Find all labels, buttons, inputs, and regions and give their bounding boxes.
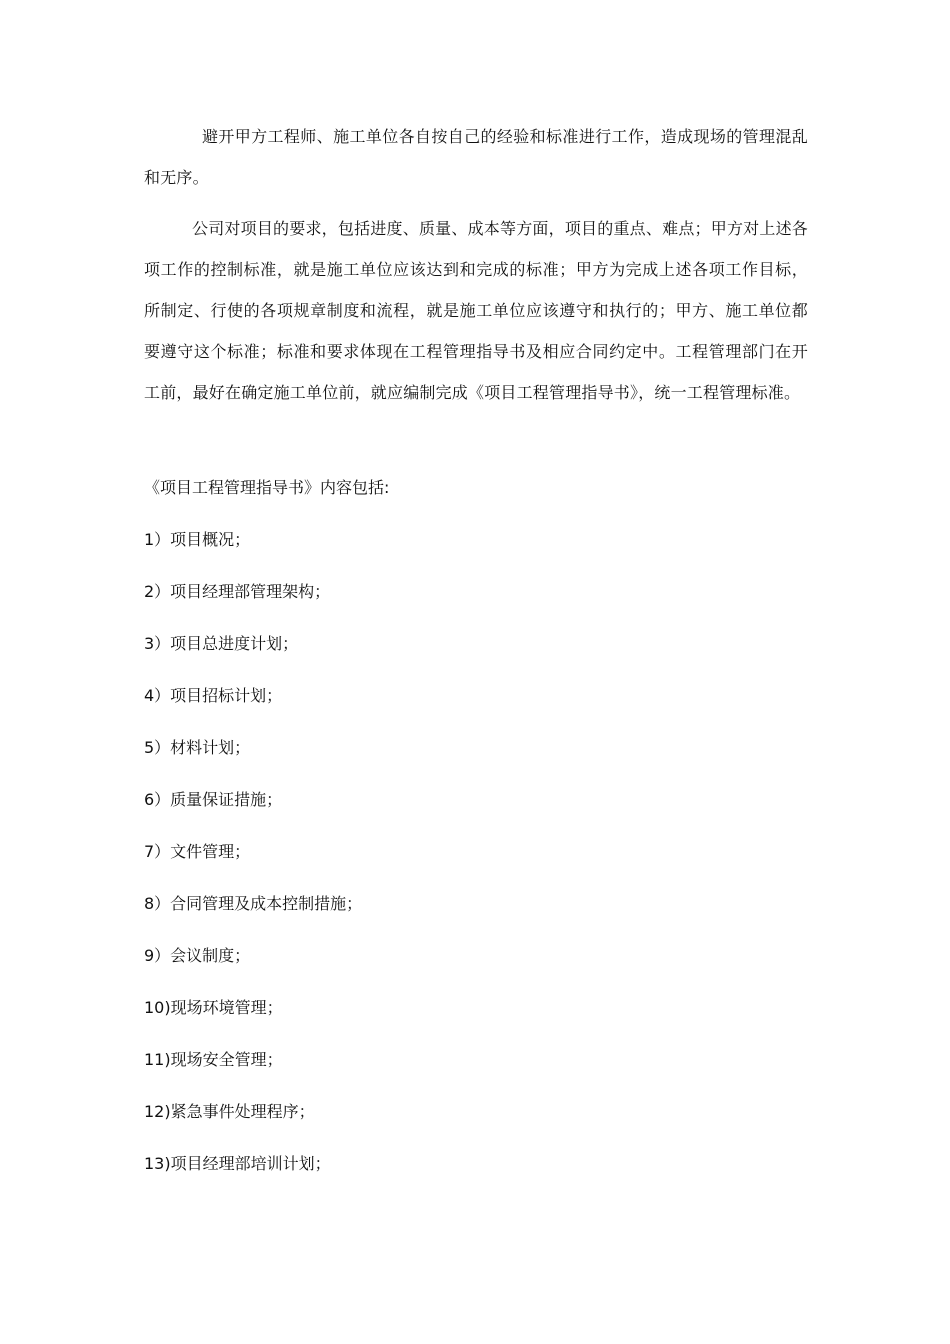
list-item: 3）项目总进度计划；: [144, 634, 299, 653]
list-item: 4）项目招标计划；: [144, 686, 283, 705]
list-item: 13)项目经理部培训计划；: [144, 1154, 331, 1173]
list-item: 6）质量保证措施；: [144, 790, 283, 809]
list-item: 1）项目概况；: [144, 530, 251, 549]
list-item: 2）项目经理部管理架构；: [144, 582, 331, 601]
list-item: 7）文件管理；: [144, 842, 251, 861]
paragraph-2: 公司对项目的要求，包括进度、质量、成本等方面，项目的重点、难点；甲方对上述各项工作的控制标准，就是施工单位应该达到和完成的标准；甲方为完成上述各项工作目标，所制定、行使的各项规章制度和流程，就是施工单位应该遵守和执行的；甲方、施工单位都要遵守这个标准；标准和要求体现在工程管理指导书及相应合同约定中。工程管理部门在开工前，最好在确定施工单位前，就应编制完成《项目工程管理指导书》，统一工程管理标准。: [144, 219, 808, 402]
list-item: 5）材料计划；: [144, 738, 251, 757]
list-item: 12)紧急事件处理程序；: [144, 1102, 315, 1121]
list-item: 11)现场安全管理；: [144, 1050, 283, 1069]
list-item: 8）合同管理及成本控制措施；: [144, 894, 363, 913]
list-intro: 《项目工程管理指导书》内容包括:: [144, 478, 390, 497]
list-item: 10)现场环境管理；: [144, 998, 283, 1017]
list-item: 9）会议制度；: [144, 946, 251, 965]
contents-list: [144, 528, 362, 1204]
paragraph-1: 避开甲方工程师、施工单位各自按自己的经验和标准进行工作，造成现场的管理混乱和无序。: [144, 127, 808, 187]
